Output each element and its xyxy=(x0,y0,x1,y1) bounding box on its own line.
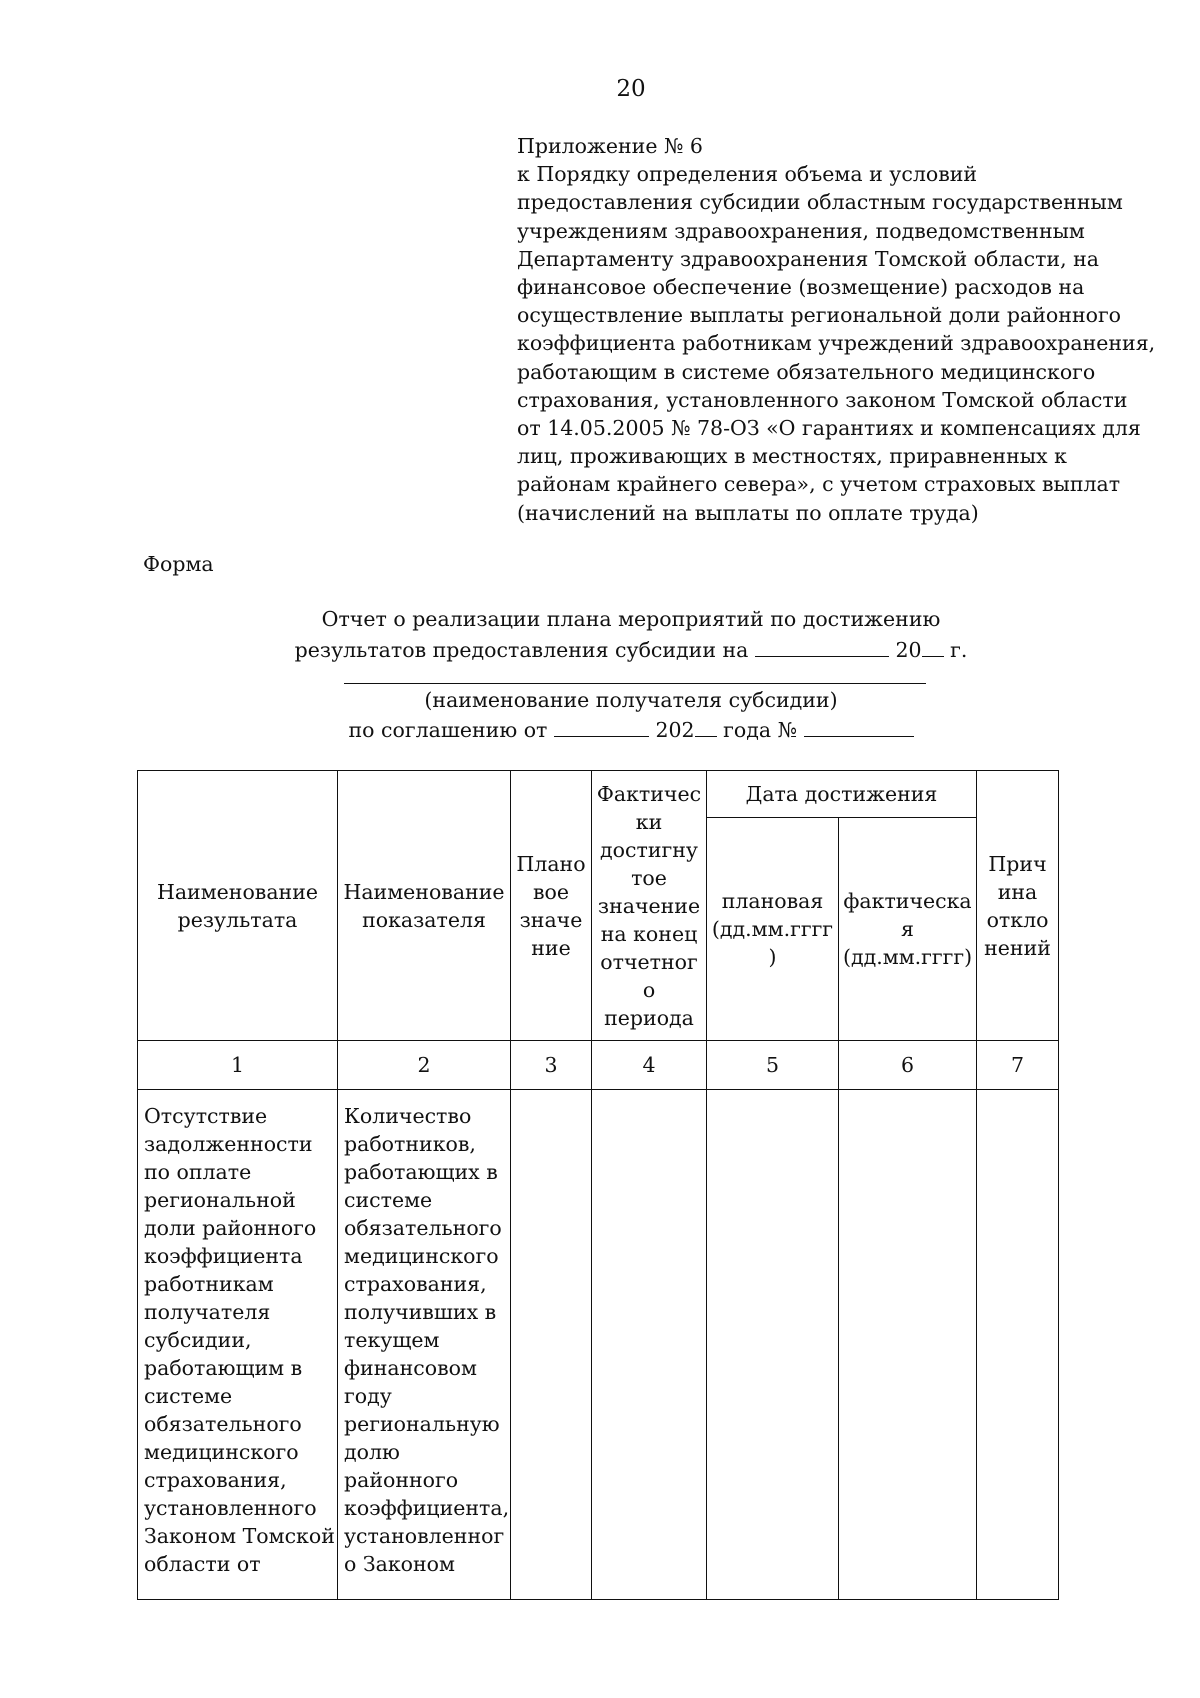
appendix-line: Приложение № 6 xyxy=(517,134,703,158)
agreement-line xyxy=(0,718,1200,742)
agreement-number-blank[interactable] xyxy=(804,718,914,737)
cell-line: установленного xyxy=(144,1496,317,1520)
year-blank[interactable] xyxy=(922,638,944,657)
cell-line: региональную xyxy=(344,1412,500,1436)
header-indicator-name: Наименование показателя xyxy=(338,771,511,1041)
column-number: 7 xyxy=(977,1041,1059,1090)
agreement-year-blank[interactable] xyxy=(695,718,717,737)
cell-line: Отсутствие xyxy=(144,1104,268,1128)
cell-line: доли районного xyxy=(144,1216,317,1240)
cell-date-planned[interactable] xyxy=(707,1090,839,1600)
header-reason: Прич ина откло нений xyxy=(977,771,1059,1041)
report-title-prefix: результатов предоставления субсидии на xyxy=(294,638,749,662)
cell-line: субсидии, xyxy=(144,1328,252,1352)
cell-line: системе xyxy=(144,1384,233,1408)
cell-line: районного xyxy=(344,1468,459,1492)
cell-line: Законом Томской xyxy=(144,1524,335,1548)
report-title-line1: Отчет о реализации плана мероприятий по достижению xyxy=(321,607,941,631)
header-date-group: Дата достижения xyxy=(707,771,977,818)
cell-line: медицинского xyxy=(144,1440,299,1464)
agreement-prefix: по соглашению от xyxy=(348,718,548,742)
column-number: 6 xyxy=(839,1041,977,1090)
cell-line: установленног xyxy=(344,1524,505,1548)
cell-line: коэффициента, xyxy=(344,1496,510,1520)
year-prefix: 20 xyxy=(895,638,922,662)
cell-line: региональной xyxy=(144,1188,296,1212)
cell-line: обязательного xyxy=(144,1412,302,1436)
appendix-line: Департаменту здравоохранения Томской области, на xyxy=(517,246,1099,271)
report-title xyxy=(0,604,1200,666)
cell-line: обязательного xyxy=(344,1216,502,1240)
cell-line: области от xyxy=(144,1552,261,1576)
cell-line: получивших в xyxy=(344,1300,497,1324)
recipient-caption: (наименование получателя субсидии) xyxy=(424,688,838,712)
cell-reason[interactable] xyxy=(977,1090,1059,1600)
appendix-line: финансовое обеспечение (возмещение) расходов на xyxy=(517,275,1085,300)
cell-line: получателя xyxy=(144,1300,271,1324)
cell-actual-value[interactable] xyxy=(592,1090,707,1600)
appendix-line: предоставления субсидии областным государственным xyxy=(517,190,1123,215)
appendix-line: районам крайнего севера», с учетом страховых выплат xyxy=(517,472,1121,497)
column-number: 5 xyxy=(707,1041,839,1090)
report-table xyxy=(137,770,1059,1600)
header-planned-value: Плано вое значе ние xyxy=(511,771,592,1041)
cell-line: работающих в xyxy=(344,1160,498,1184)
header-result-name: Наименование результата xyxy=(138,771,338,1041)
year-suffix: г. xyxy=(950,638,968,662)
appendix-line: коэффициента работникам учреждений здравоохранения, xyxy=(517,331,1156,356)
cell-line: по оплате xyxy=(144,1160,252,1184)
cell-line: работникам xyxy=(144,1272,274,1296)
page-number: 20 xyxy=(616,76,646,102)
period-blank[interactable] xyxy=(755,638,889,657)
cell-line: долю xyxy=(344,1440,400,1464)
header-date-actual: фактическа я (дд.мм.гггг) xyxy=(839,818,977,1041)
cell-line: коэффициента xyxy=(144,1244,303,1268)
cell-line: медицинского xyxy=(344,1244,499,1268)
cell-indicator-name xyxy=(338,1090,511,1600)
cell-line: страхования, xyxy=(144,1468,287,1492)
appendix-line: к Порядку определения объема и условий xyxy=(517,162,978,187)
column-number: 1 xyxy=(138,1041,338,1090)
column-number: 3 xyxy=(511,1041,592,1090)
appendix-line: страхования, установленного законом Томской области xyxy=(517,387,1128,412)
appendix-line: осуществление выплаты региональной доли районного xyxy=(517,303,1122,328)
report-title-line2 xyxy=(0,635,1200,666)
recipient-name-line[interactable] xyxy=(344,683,926,684)
appendix-line: (начислений на выплаты по оплате труда) xyxy=(517,500,979,525)
column-number: 4 xyxy=(592,1041,707,1090)
cell-date-actual[interactable] xyxy=(839,1090,977,1600)
appendix-line: лиц, проживающих в местностях, приравненных к xyxy=(517,444,1067,469)
cell-line: финансовом xyxy=(344,1356,477,1380)
cell-line: задолженности xyxy=(144,1132,313,1156)
appendix-line: работающим в системе обязательного медицинского xyxy=(517,359,1096,384)
cell-line: Количество xyxy=(344,1104,472,1128)
appendix-line: учреждениям здравоохранения, подведомственным xyxy=(517,218,1085,243)
header-actual-value: Фактичес ки достигну тое значение на конец отчетног о периода xyxy=(592,771,707,1041)
cell-line: текущем xyxy=(344,1328,440,1352)
agreement-year-prefix: 202 xyxy=(655,718,695,742)
appendix-line: от 14.05.2005 № 78-ОЗ «О гарантиях и компенсациях для xyxy=(517,416,1141,441)
cell-line: страхования, xyxy=(344,1272,487,1296)
cell-line: году xyxy=(344,1384,392,1408)
cell-line: работающим в xyxy=(144,1356,303,1380)
cell-line: о Законом xyxy=(344,1552,455,1576)
cell-line: системе xyxy=(344,1188,433,1212)
agreement-year-suffix: года № xyxy=(723,718,797,742)
cell-planned-value[interactable] xyxy=(511,1090,592,1600)
cell-result-name xyxy=(138,1090,338,1600)
column-number: 2 xyxy=(338,1041,511,1090)
appendix-header xyxy=(517,132,1156,527)
header-date-planned: плановая (дд.мм.гггг ) xyxy=(707,818,839,1041)
form-label: Форма xyxy=(143,552,214,576)
cell-line: работников, xyxy=(344,1132,476,1156)
agreement-date-blank[interactable] xyxy=(554,718,649,737)
